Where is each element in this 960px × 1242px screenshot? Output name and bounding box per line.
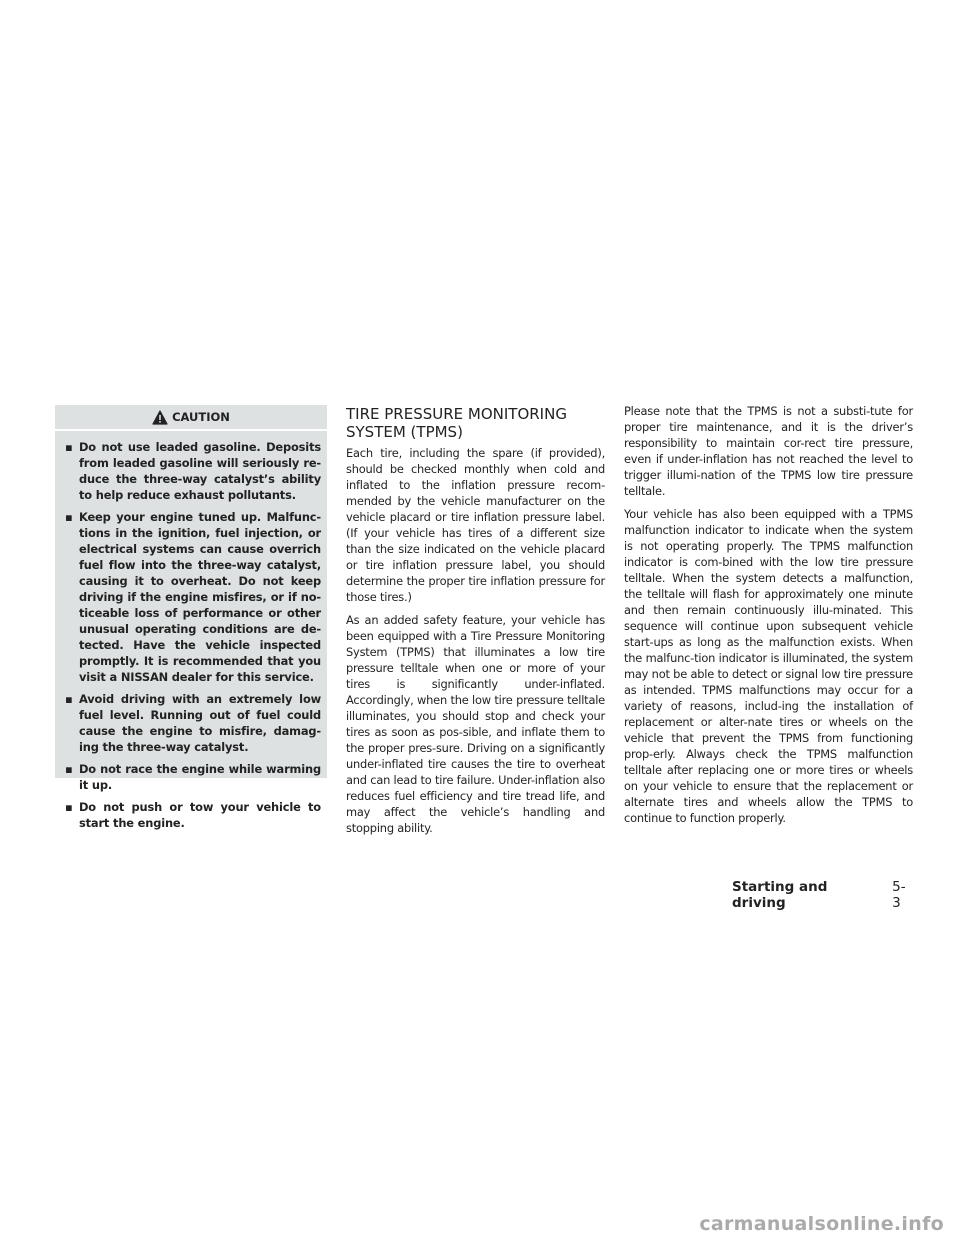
right-column — [624, 403, 913, 833]
caution-item — [65, 439, 321, 503]
footer-section-title: Starting and driving — [732, 879, 828, 911]
caution-item-text: Do not push or tow your vehicle to start the engine. — [79, 800, 321, 830]
caution-item-text: Avoid driving with an extremely low fuel level. Running out of fuel could cause the engine to misfire, damag-ing the three-way catalyst. — [79, 692, 321, 754]
tpms-column — [346, 405, 605, 843]
heading-line-2: SYSTEM (TPMS) — [346, 423, 463, 441]
page-footer — [732, 879, 914, 911]
watermark: carmanualsonline.info — [699, 1213, 944, 1235]
paragraph: Please note that the TPMS is not a substi-tute for proper tire maintenance, and it is the driver’s responsibility to maintain cor-rect tire pressure, even if under-inflation has not reached the level to trigger illumi-nation of the TPMS low tire pressure telltale. — [624, 404, 913, 498]
caution-list — [55, 431, 327, 831]
paragraph: As an added safety feature, your vehicle has been equipped with a Tire Pressure Monitoring System (TPMS) that illuminates a low tire pressure telltale when one or more of your tires is significantly under-inflated. Accordingly, when the low tire pressure telltale illuminates, you should stop and check your tires as soon as pos-sible, and inflate them to the proper pres-sure. Driving on a significantly under-inflated tire causes the tire to overheat and can lead to tire failure. Under-inflation also reduces fuel efficiency and tire tread life, and may affect the vehicle’s handling and stopping ability. — [346, 613, 605, 835]
caution-box — [55, 405, 327, 830]
paragraph: Each tire, including the spare (if provided), should be checked monthly when cold and inflated to the inflation pressure recom-mended by the vehicle manufacturer on the vehicle placard or tire inflation pressure label. (If your vehicle has tires of a different size than the size indicated on the vehicle placard or tire inflation pressure label, you should determine the proper tire inflation pressure for those tires.) — [346, 446, 605, 604]
paragraph: Your vehicle has also been equipped with a TPMS malfunction indicator to indicate when the system is not operating properly. The TPMS malfunction indicator is com-bined with the low tire pressure telltale. When the system detects a malfunction, the telltale will flash for approximately one minute and then remain continuously illu-minated. This sequence will continue upon subsequent vehicle start-ups as long as the malfunction exists. When the malfunc-tion indicator is illuminated, the system may not be able to detect or signal low tire pressure as intended. TPMS malfunctions may occur for a variety of reasons, includ-ing the installation of replacement or alter-nate tires or wheels on the vehicle that prevent the TPMS from functioning prop-erly. Always check the TPMS malfunction telltale after replacing one or more tires or wheels on your vehicle to ensure that the replacement or alternate tires and wheels allow the TPMS to continue to function properly. — [624, 507, 913, 825]
caution-item — [65, 691, 321, 755]
heading-line-1: TIRE PRESSURE MONITORING — [346, 405, 567, 423]
caution-item-text: Keep your engine tuned up. Malfunc-tions in the ignition, fuel injection, or electrical systems can cause overrich fuel flow into the three-way catalyst, causing it to overheat. Do not keep driving if the engine misfires, or if no-ticeable loss of performance or other unusual operating conditions are de-tected. Have the vehicle inspected promptly. It is recommended that you visit a NISSAN dealer for this service. — [79, 510, 321, 684]
bullet: ▪ — [65, 510, 73, 524]
caution-item — [65, 799, 321, 831]
caution-header — [55, 405, 327, 431]
section-heading — [346, 405, 605, 441]
caution-item — [65, 509, 321, 685]
warning-triangle-icon — [152, 410, 168, 425]
caution-item-text: Do not use leaded gasoline. Deposits from leaded gasoline will seriously re-duce the three-way catalyst’s ability to help reduce exhaust pollutants. — [79, 440, 321, 502]
bullet: ▪ — [65, 762, 73, 776]
caution-item — [65, 761, 321, 793]
page-number: 5-3 — [892, 879, 906, 911]
caution-item-text: Do not race the engine while warming it up. — [79, 762, 321, 792]
bullet: ▪ — [65, 440, 73, 454]
bullet: ▪ — [65, 800, 73, 814]
caution-title: CAUTION — [172, 410, 230, 424]
bullet: ▪ — [65, 692, 73, 706]
